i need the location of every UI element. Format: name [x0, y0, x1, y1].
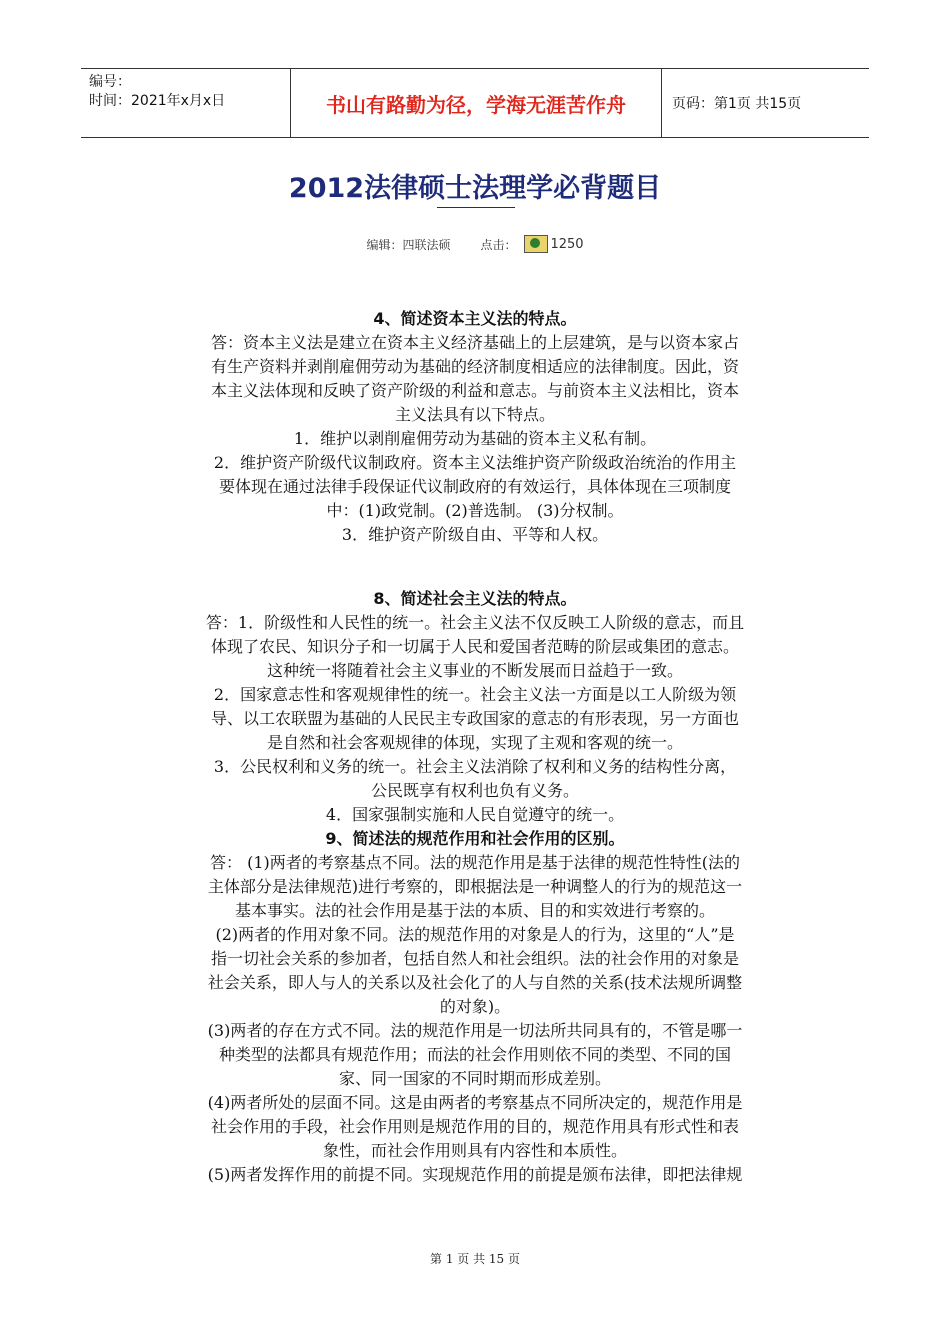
body-line: 有生产资料并剥削雇佣劳动为基础的经济制度相适应的法律制度。因此，资 — [210, 357, 739, 376]
number-label: 编号： — [89, 74, 131, 90]
click-counter-icon — [524, 235, 548, 253]
body-line: (2)两者的作用对象不同。法的规范作用的对象是人的行为，这里的“人”是 — [215, 925, 735, 944]
body-line: 家、同一国家的不同时期而形成差别。 — [338, 1069, 611, 1088]
body-line: 导、以工农联盟为基础的人民民主专政国家的意志的有形表现，另一方面也 — [210, 709, 739, 728]
body-line: 是自然和社会客观规律的体现，实现了主观和客观的统一。 — [266, 733, 683, 752]
body-line: 1．维护以剥削雇佣劳动为基础的资本主义私有制。 — [293, 429, 657, 448]
section-heading: 8、简述社会主义法的特点。 — [373, 589, 577, 608]
body-line: 3．维护资产阶级自由、平等和人权。 — [341, 525, 609, 544]
clicks-value: 1250 — [550, 236, 584, 252]
page-info: 页码：第1页 共15页 — [672, 96, 802, 112]
body-line: 象性，而社会作用则具有内容性和本质性。 — [322, 1141, 627, 1160]
body-line: 答：1．阶级性和人民性的统一。社会主义法不仅反映工人阶级的意志，而且 — [205, 613, 745, 632]
motto: 书山有路勤为径，学海无涯苦作舟 — [291, 69, 662, 137]
editor-label: 编辑：四联法硕 — [366, 237, 451, 252]
body-line: (3)两者的存在方式不同。法的规范作用是一切法所共同具有的，不管是哪一 — [207, 1021, 743, 1040]
section-spacer — [152, 547, 798, 587]
body-line: 主义法具有以下特点。 — [394, 405, 555, 424]
header-left-cell — [81, 69, 291, 137]
title-underline — [437, 207, 515, 208]
body-line: 答： (1)两者的考察基点不同。法的规范作用是基于法律的规范性特性(法的 — [210, 853, 740, 872]
body-line: 2．维护资产阶级代议制政府。资本主义法维护资产阶级政治统治的作用主 — [213, 453, 737, 472]
body-line: 4．国家强制实施和人民自觉遵守的统一。 — [325, 805, 625, 824]
page-footer: 第 1 页 共 15 页 — [430, 1252, 520, 1266]
body-line: 指一切社会关系的参加者，包括自然人和社会组织。法的社会作用的对象是 — [210, 949, 739, 968]
body-line: 社会作用的手段，社会作用则是规范作用的目的，规范作用具有形式性和表 — [210, 1117, 739, 1136]
body-line: 要体现在通过法律手段保证代议制政府的有效运行，具体体现在三项制度 — [218, 477, 731, 496]
document-header — [81, 68, 869, 138]
article-body — [152, 307, 798, 1187]
body-line: 种类型的法都具有规范作用；而法的社会作用则依不同的类型、不同的国 — [218, 1045, 731, 1064]
body-line: 2．国家意志性和客观规律性的统一。社会主义法一方面是以工人阶级为领 — [213, 685, 737, 704]
body-line: (5)两者发挥作用的前提不同。实现规范作用的前提是颁布法律，即把法律规 — [207, 1165, 743, 1184]
body-line: 体现了农民、知识分子和一切属于人民和爱国者范畴的阶层或集团的意志。 — [210, 637, 739, 656]
body-line: 答：资本主义法是建立在资本主义经济基础上的上层建筑，是与以资本家占 — [210, 333, 739, 352]
time-label: 时间：2021年x月x日 — [89, 93, 226, 109]
body-line: 这种统一将随着社会主义事业的不断发展而日益趋于一致。 — [266, 661, 683, 680]
body-line: 的对象)。 — [439, 997, 511, 1016]
section-heading: 9、简述法的规范作用和社会作用的区别。 — [325, 829, 625, 848]
page-title: 2012法律硕士法理学必背题目 — [288, 173, 662, 204]
body-line: 3．公民权利和义务的统一。社会主义法消除了权利和义务的结构性分离， — [213, 757, 737, 776]
body-line: 主体部分是法律规范)进行考察的，即根据法是一种调整人的行为的规范这一 — [207, 877, 743, 896]
article-meta — [0, 235, 950, 253]
section-heading: 4、简述资本主义法的特点。 — [373, 309, 577, 328]
body-line: 社会关系，即人与人的关系以及社会化了的人与自然的关系(技术法规所调整 — [207, 973, 743, 992]
body-line: (4)两者所处的层面不同。这是由两者的考察基点不同所决定的，规范作用是 — [207, 1093, 743, 1112]
clicks-label: 点击： — [480, 237, 517, 252]
body-line: 中：(1)政党制。(2)普选制。 (3)分权制。 — [326, 501, 624, 520]
body-line: 基本事实。法的社会作用是基于法的本质、目的和实效进行考察的。 — [234, 901, 715, 920]
body-line: 公民既享有权利也负有义务。 — [370, 781, 579, 800]
body-line: 本主义法体现和反映了资产阶级的利益和意志。与前资本主义法相比，资本 — [210, 381, 739, 400]
